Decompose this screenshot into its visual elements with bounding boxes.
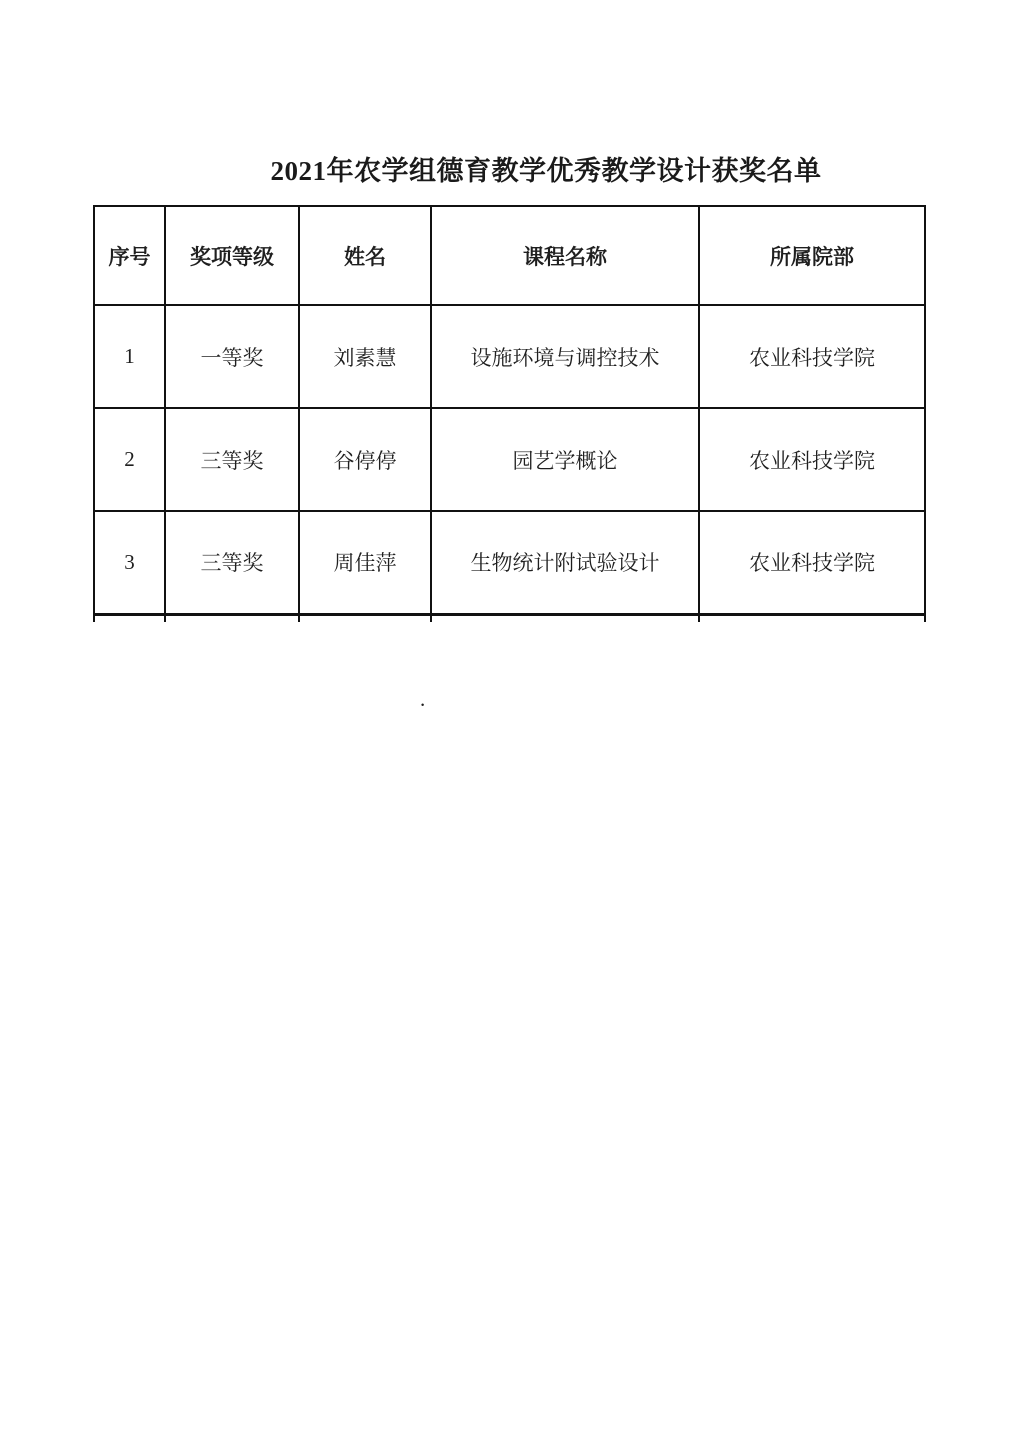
cell-award-level: 三等奖 <box>165 511 299 614</box>
stray-period-mark: . <box>420 687 426 711</box>
cell-index: 1 <box>94 305 165 408</box>
awards-table <box>93 205 926 622</box>
header-cell-course: 课程名称 <box>431 206 699 305</box>
header-cell-department: 所属院部 <box>699 206 925 305</box>
cell-award-level: 一等奖 <box>165 305 299 408</box>
clipped-row-cell <box>299 614 431 622</box>
cell-name: 刘素慧 <box>299 305 431 408</box>
clipped-row-cell <box>165 614 299 622</box>
table-header-row <box>94 206 925 305</box>
cell-department: 农业科技学院 <box>699 305 925 408</box>
page-title: 2021年农学组德育教学优秀教学设计获奖名单 <box>270 156 822 186</box>
header-cell-index: 序号 <box>94 206 165 305</box>
clipped-row-cell <box>431 614 699 622</box>
clipped-row-cell <box>699 614 925 622</box>
cell-course: 设施环境与调控技术 <box>431 305 699 408</box>
cell-course: 园艺学概论 <box>431 408 699 511</box>
table-row <box>94 305 925 408</box>
header-cell-name: 姓名 <box>299 206 431 305</box>
cell-name: 谷停停 <box>299 408 431 511</box>
cell-award-level: 三等奖 <box>165 408 299 511</box>
table-row <box>94 511 925 614</box>
table-row <box>94 408 925 511</box>
cell-index: 2 <box>94 408 165 511</box>
header-cell-award-level: 奖项等级 <box>165 206 299 305</box>
cell-index: 3 <box>94 511 165 614</box>
cell-department: 农业科技学院 <box>699 511 925 614</box>
cell-department: 农业科技学院 <box>699 408 925 511</box>
clipped-row <box>94 614 925 622</box>
cell-name: 周佳萍 <box>299 511 431 614</box>
cell-course: 生物统计附试验设计 <box>431 511 699 614</box>
clipped-row-cell <box>94 614 165 622</box>
